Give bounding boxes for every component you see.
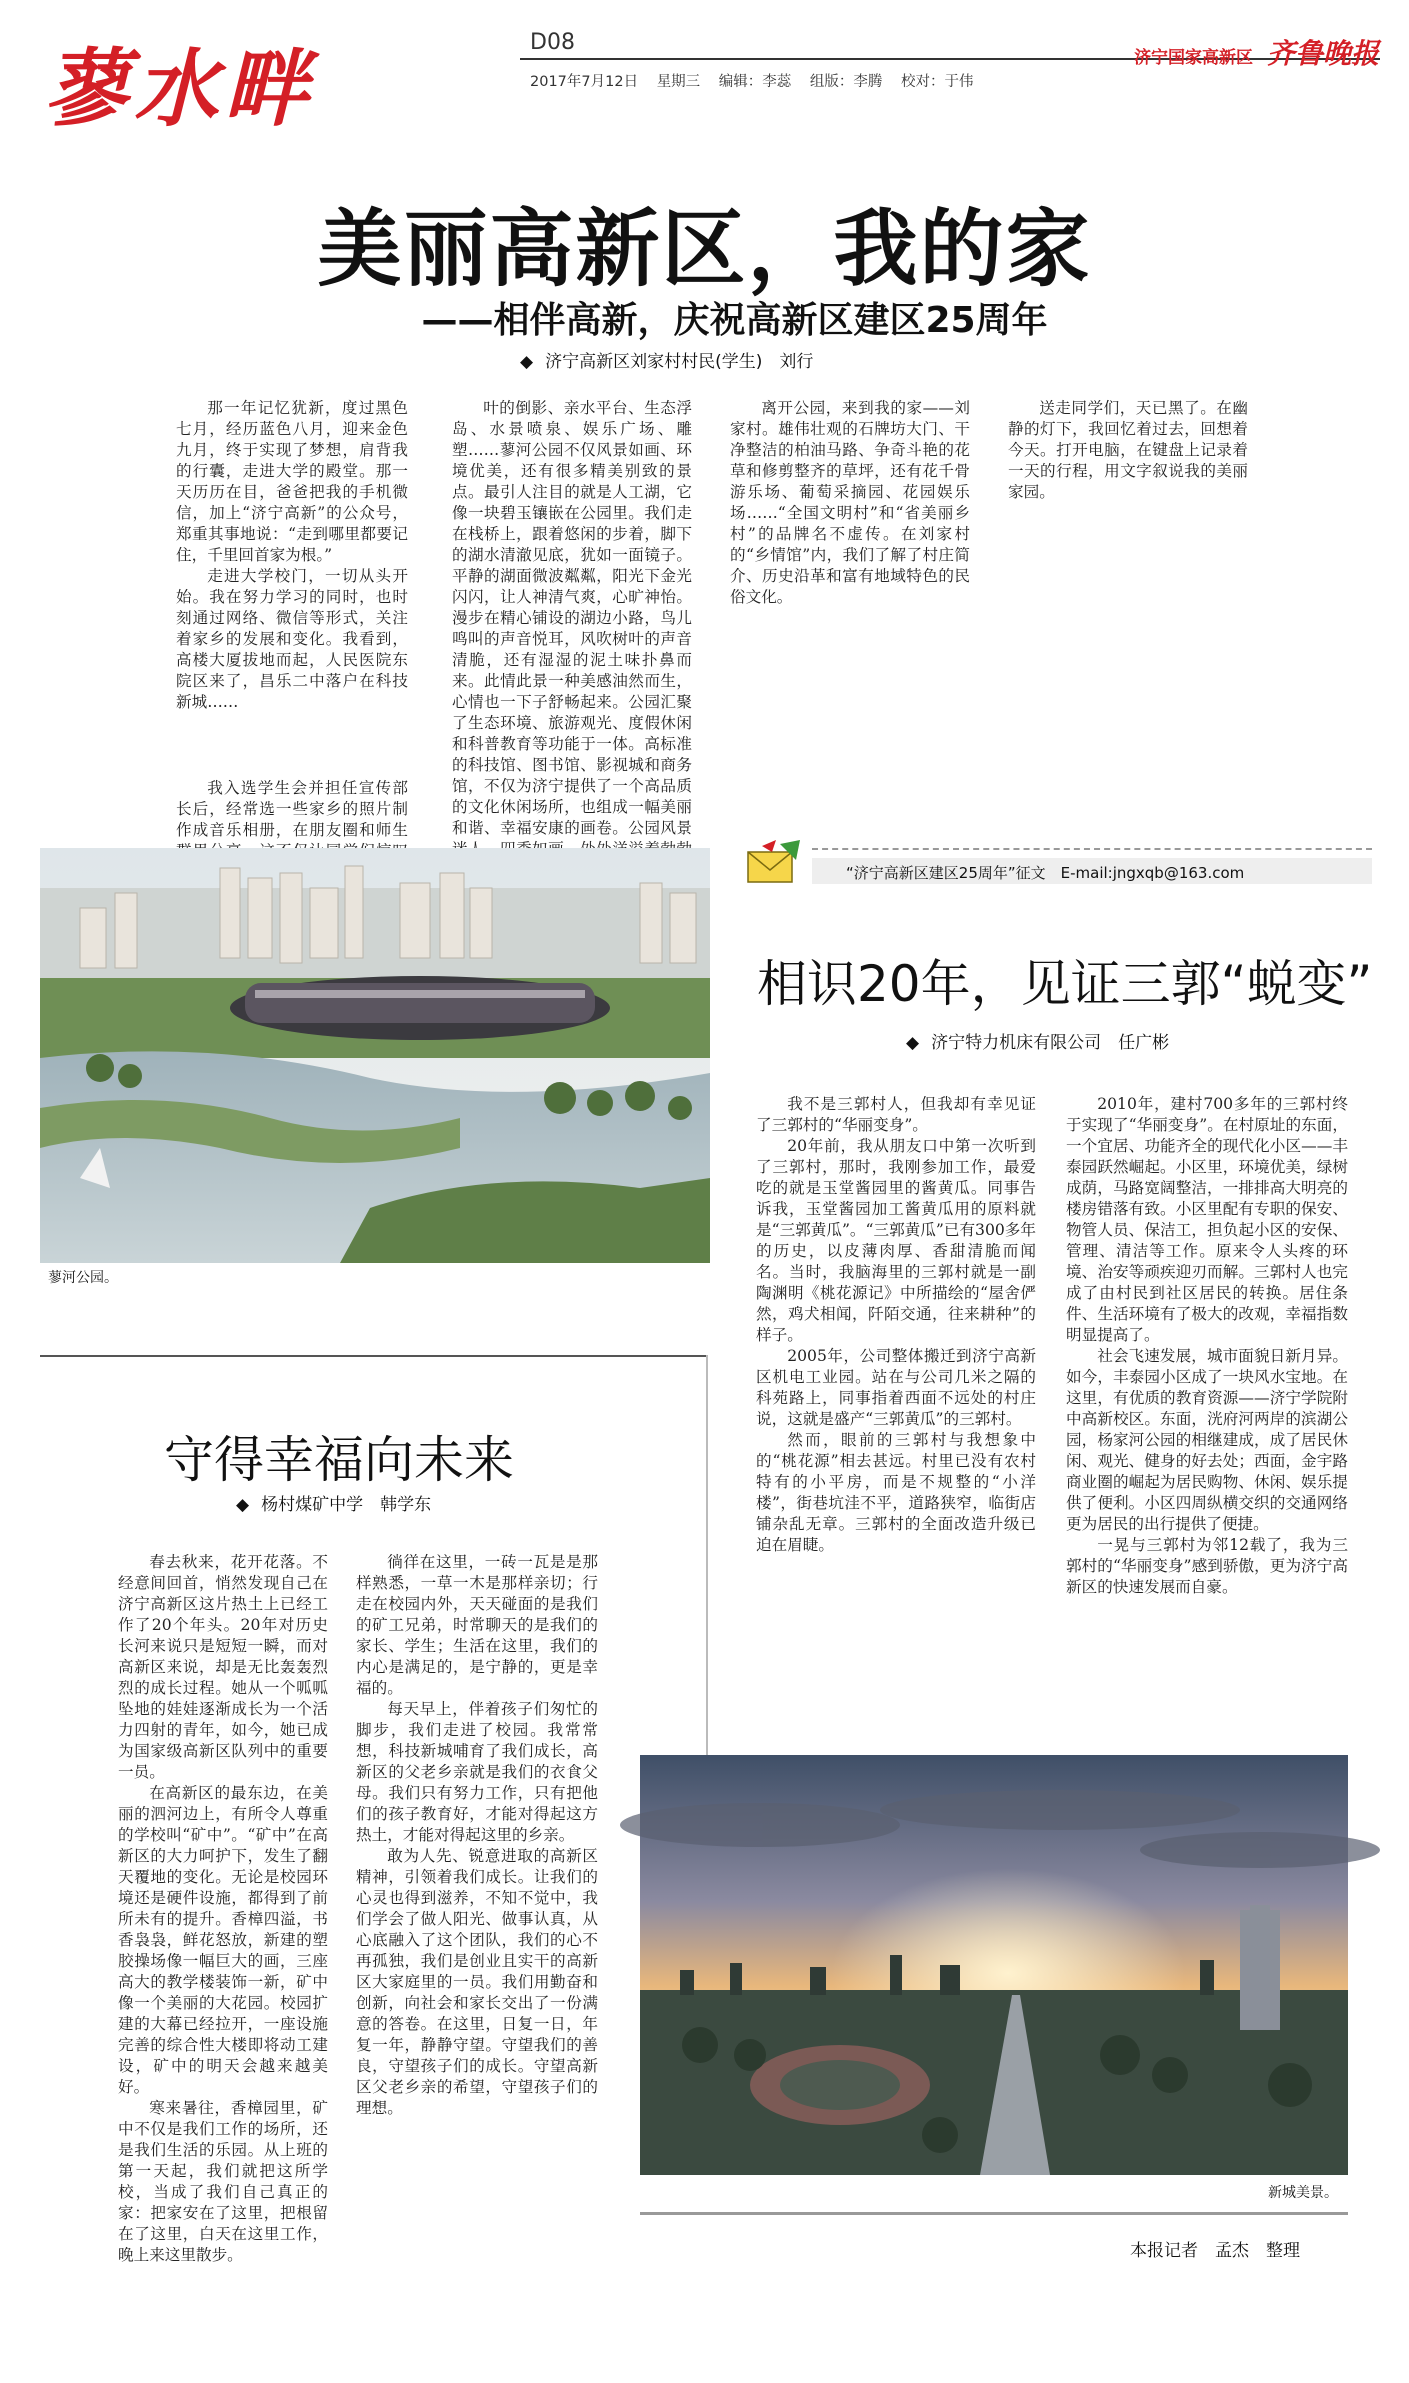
article2-column-2 — [1066, 1094, 1348, 1694]
park-photo — [40, 848, 710, 1263]
issue-weekday: 星期三 — [656, 74, 701, 90]
article3-paragraph: 春去秋来，花开花落。不经意间回首，悄然发现自己在济宁高新区这片热土上已经工作了20个年头。20年对历史长河来说只是短短一瞬，而对高新区来说，却是无比轰轰烈烈的成长过程。她从一个呱呱坠地的娃娃逐渐成长为一个活力四射的青年，如今，她已成为国家级高新区队列中的重要一员。 — [118, 1553, 328, 1781]
article2-byline — [906, 1028, 1169, 1053]
article2-paragraph: 然而，眼前的三郭村与我想象中的“桃花源”相去甚远。村里已没有农村特有的小平房，而是不规整的“小洋楼”，街巷坑洼不平，道路狭窄，临街店铺杂乱无章。三郭村的全面改造升级已迫在眉睫。 — [756, 1431, 1036, 1554]
article3-column-2 — [356, 1552, 598, 2282]
lead-column-1 — [176, 398, 408, 778]
article3-byline — [236, 1490, 431, 1515]
city-photo — [640, 1755, 1348, 2175]
lead-column-1b — [176, 778, 408, 839]
article2-title: 相识20年，见证三郭“蜕变” — [757, 955, 1373, 1013]
article2-paragraph: 2005年，公司整体搬迁到济宁高新区机电工业园。站在与公司几米之隔的科苑路上，同事指着西面不远处的村庄说，这就是盛产“三郭黄瓜”的三郭村。 — [756, 1347, 1036, 1428]
article3-byline-text: 杨村煤矿中学 韩学东 — [261, 1495, 432, 1515]
essay-contest-banner: “济宁高新区建区25周年”征文 E-mail:jngxqb@163.com — [846, 864, 1245, 882]
article3-paragraph: 每天早上，伴着孩子们匆忙的脚步，我们走进了校园。我常常想，科技新城哺育了我们成长，高新区的父老乡亲就是我们的衣食父母。我们只有努力工作，只有把他们的孩子教育好，才能对得起这方热土，才能对得起这里的乡亲。 — [356, 1700, 598, 1844]
header-brand — [1134, 32, 1379, 72]
lead-paragraph: 离开公园，来到我的家——刘家村。雄伟壮观的石牌坊大门、干净整洁的柏油马路、争奇斗艳的花草和修剪整齐的草坪，还有花千骨游乐场、葡萄采摘园、花园娱乐场……“全国文明村”和“省美丽乡村”的品牌名不虚传。在刘家村的“乡情馆”内，我们了解了村庄简介、历史沿革和富有地域特色的民俗文化。 — [730, 399, 970, 606]
article2-paragraph: 20年前，我从朋友口中第一次听到了三郭村，那时，我刚参加工作，最爱吃的就是玉堂酱园里的酱黄瓜。同事告诉我，玉堂酱园加工酱黄瓜用的原料就是“三郭黄瓜”。“三郭黄瓜”已有300多年的历史，以皮薄肉厚、香甜清脆而闻名。当时，我脑海里的三郭村就是一副陶渊明《桃花源记》中所描绘的“屋舍俨然，鸡犬相闻，阡陌交通，往来耕种”的样子。 — [756, 1137, 1036, 1344]
park-photo-caption: 蓼河公园。 — [48, 1270, 118, 1286]
column-divider — [706, 1355, 708, 1775]
issue-meta — [530, 70, 988, 91]
lead-byline — [520, 347, 813, 372]
lead-column-2 — [452, 398, 692, 837]
masthead: 蓼水畔 — [44, 40, 315, 138]
paper-logo: 齐鲁晚报 — [1266, 37, 1379, 70]
article2-byline-text: 济宁特力机床有限公司 任广彬 — [931, 1033, 1170, 1053]
lead-column-3 — [730, 398, 970, 818]
lead-paragraph: 叶的倒影、亲水平台、生态浮岛、水景喷泉、娱乐广场、雕塑……蓼河公园不仅风景如画、环境优美，还有很多精美别致的景点。最引人注目的就是人工湖，它像一块碧玉镶嵌在公园里。我们走在栈桥上，跟着悠闲的步着，脚下的湖水清澈见底，犹如一面镜子。平静的湖面微波粼粼，阳光下金光闪闪，让人神清气爽，心旷神怡。漫步在精心铺设的湖边小路，鸟儿鸣叫的声音悦耳，风吹树叶的声音清脆，还有湿湿的泥土味扑鼻而来。此情此景一种美感油然而生，心情也一下子舒畅起来。公园汇聚了生态环境、旅游观光、度假休闲和科普教育等功能于一体。高标准的科技馆、图书馆、影视城和商务馆，不仅为济宁提供了一个高品质的文化休闲场所，也组成一幅美丽和谐、幸福安康的画卷。公园风景 — [452, 399, 692, 837]
article3-paragraph: 寒来暑往，香樟园里，矿中不仅是我们工作的场所，还是我们生活的乐园。从上班的第一天起，我们就把这所学校，当成了我们自己真正的家：把家安在了这里，把根留在了这里，白天在这里工作，晚上来这里散步。 — [118, 2099, 328, 2264]
zone-name: 济宁国家高新区 — [1134, 48, 1254, 68]
proofreader: 校对：于伟 — [901, 74, 974, 90]
lead-paragraph: 我入选学生会并担任宣传部长后，经常选一些家乡的照片制作成音乐相册，在朋友圈和师生 — [176, 779, 408, 839]
park-photo-image — [40, 848, 710, 1263]
footer-credit: 本报记者 孟杰 整理 — [1130, 2241, 1300, 2261]
page-number: D08 — [530, 30, 575, 55]
article2-column-1 — [756, 1094, 1036, 1774]
article2-paragraph: 我不是三郭村人，但我却有幸见证了三郭村的“华丽变身”。 — [756, 1095, 1036, 1134]
layout-editor: 组版：李腾 — [809, 74, 883, 90]
lead-paragraph: 送走同学们，天已黑了。在幽静的灯下，我回忆着过去，回想着今天。打开电脑，在键盘上记录着一天的行程，用文字叙说我的美丽家园。 — [1008, 399, 1248, 501]
diamond-icon: ◆ — [520, 352, 534, 372]
article3-paragraph: 敢为人先、锐意进取的高新区精神，引领着我们成长。让我们的心灵也得到滋养，不知不觉中，我们学会了做人阳光、做事认真，从心底融入了这个团队，我们的心不再孤独，我们是创业且实干的高新区大家庭里的一员。我们用勤奋和创新，向社会和家长交出了一份满意的答卷。在这里，日复一日，年复一年，静静守望。守望我们的善良，守望孩子们的成长。守望高新区父老乡亲的希望，守望孩子们的理想。 — [356, 1847, 598, 2117]
lead-paragraph: 走进大学校门，一切从头开始。我在努力学习的同时，也时刻通过网络、微信等形式，关注着家乡的发展和变化。我看到，高楼大厦拔地而起，人民医院东院区来了，昌乐二中落户在科技新城…… — [176, 567, 408, 711]
article2-paragraph: 一晃与三郭村为邻12载了，我为三郭村的“华丽变身”感到骄傲，更为济宁高新区的快速发展而自豪。 — [1066, 1536, 1348, 1596]
lead-paragraph: 那一年记忆犹新，度过黑色七月，经历蓝色八月，迎来金色九月，终于实现了梦想，肩背我的行囊，走进大学的殿堂。那一天历历在目，爸爸把我的手机微信，加上“济宁高新”的公众号，郑重其事地说：“走到哪里都要记住，千里回首家为根。” — [176, 399, 408, 564]
lead-subtitle: ——相伴高新，庆祝高新区建区25周年 — [421, 300, 1048, 341]
issue-date: 2017年7月12日 — [530, 74, 639, 90]
editor: 编辑：李蕊 — [718, 74, 792, 90]
banner-rule — [812, 848, 1372, 850]
diamond-icon: ◆ — [236, 1495, 250, 1515]
article3-paragraph: 徜徉在这里，一砖一瓦是是那样熟悉，一草一木是那样亲切；行走在校园内外，天天碰面的是我们的矿工兄弟，时常聊天的是我们的家长、学生；生活在这里，我们的内心是满足的，是宁静的，更是幸福的。 — [356, 1553, 598, 1697]
article2-paragraph: 社会飞速发展，城市面貌日新月异。如今，丰泰园小区成了一块风水宝地。在这里，有优质的教育资源——济宁学院附中高新校区。东面，洸府河两岸的滨湖公园，杨家河公园的相继建成，成了居民休闲、观光、健身的好去处；西面，金宇路商业圈的崛起为居民购物、休闲、娱乐提供了便利。小区四周纵横交织的交通网络更为居民的出行提供了便捷。 — [1066, 1347, 1348, 1533]
article3-paragraph: 在高新区的最东边，在美丽的泗河边上，有所令人尊重的学校叫“矿中”。“矿中”在高新区的大力呵护下，发生了翻天覆地的变化。无论是校园环境还是硬件设施，都得到了前所未有的提升。香樟四溢，书香袅袅，鲜花怒放，新建的塑胶操场像一幅巨大的画，三座高大的教学楼装饰一新，矿中像一个美丽的大花园。校园扩建的大幕已经拉开，一座设施完善的综合性大楼即将动工建设，矿中的明天会越来越美好。 — [118, 1784, 328, 2096]
article3-column-1 — [118, 1552, 328, 2282]
article3-title: 守得幸福向未来 — [164, 1431, 514, 1489]
city-photo-image — [640, 1755, 1348, 2175]
section-divider — [40, 1355, 708, 1357]
footer-rule — [640, 2212, 1348, 2215]
diamond-icon: ◆ — [906, 1033, 920, 1053]
lead-byline-text: 济宁高新区刘家村村民(学生) 刘行 — [545, 352, 814, 372]
article2-paragraph: 2010年，建村700多年的三郭村终于实现了“华丽变身”。在村原址的东面，一个宜居、功能齐全的现代化小区——丰泰园跃然崛起。小区里，环境优美，绿树成荫，马路宽阔整洁，一排排高大明亮的楼房错落有致。小区里配有专职的保安、物管人员、保洁工，担负起小区的安保、管理、清洁等工作。原来令人头疼的环境、治安等顽疾迎刃而解。三郭村人也完成了由村民到社区居民的转换。居住条件、生活环境有了极大的改观，幸福指数明显提高了。 — [1066, 1095, 1348, 1344]
lead-column-4 — [1008, 398, 1248, 818]
envelope-icon — [742, 838, 804, 890]
city-photo-caption: 新城美景。 — [1268, 2185, 1338, 2201]
lead-title: 美丽高新区，我的家 — [317, 200, 1092, 298]
